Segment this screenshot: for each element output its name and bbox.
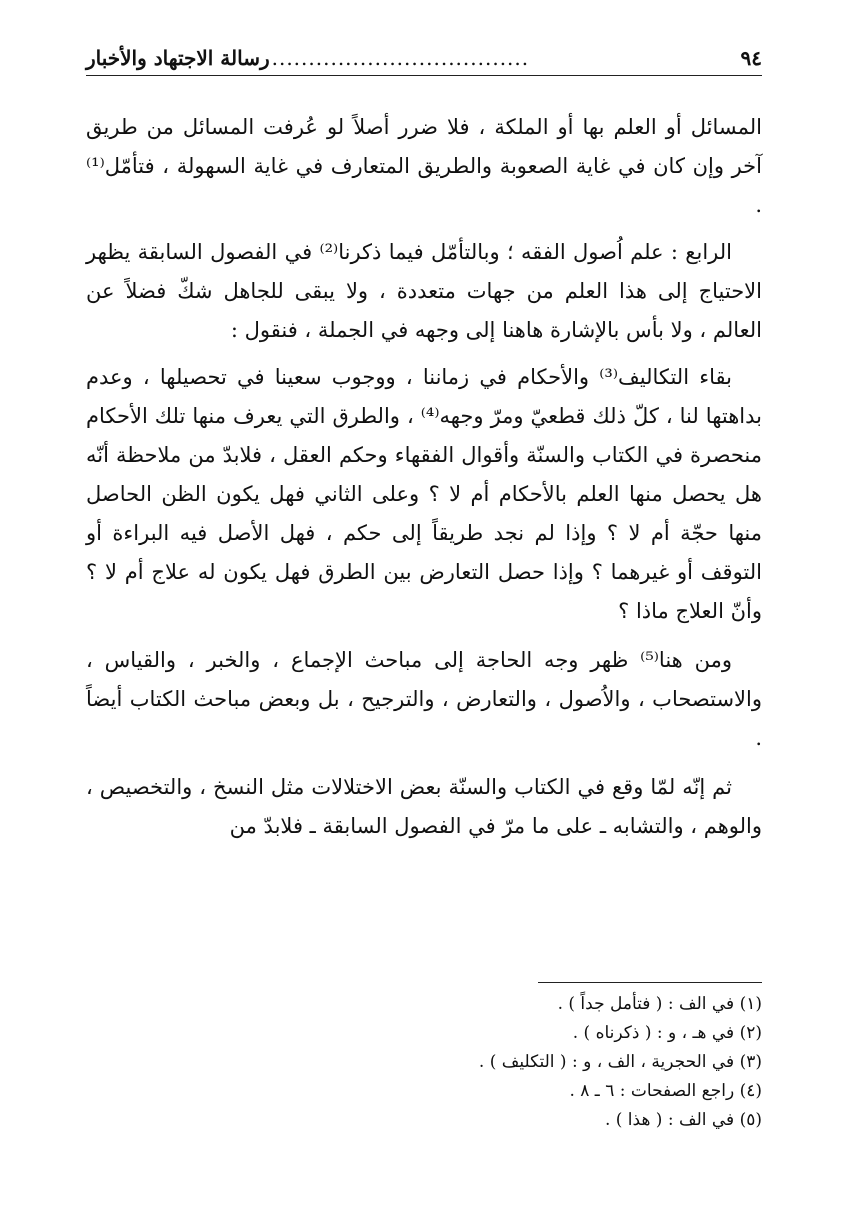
footnote-5: (٥) في الف : ( هذا ) .	[604, 1110, 762, 1130]
paragraph-5: ثم إنّه لمّا وقع في الكتاب والسنّة بعض الاختلالات مثل النسخ ، والتخصيص ، والوهم ، والتشابه ـ على ما مرّ في الفصول السابقة ـ فلابدّ من	[86, 775, 762, 838]
footnote-separator	[538, 982, 762, 983]
footnote-4: (٤) راجع الصفحات : ٦ ـ ٨ .	[569, 1081, 762, 1101]
paragraph-2: الرابع : علم اُصول الفقه ؛ وبالتأمّل فيما ذكرنا⁽²⁾ في الفصول السابقة يظهر الاحتياج إلى هذا العلم من جهات متعددة ، ولا يبقى للجاهل شكّ فضلاً عن العالم ، ولا بأس بالإشارة هاهنا إلى وجهه في الجملة ، فنقول :	[86, 240, 762, 342]
page-number: ٩٤	[740, 46, 762, 70]
paragraph-1: المسائل أو العلم بها أو الملكة ، فلا ضرر أصلاً لو عُرفت المسائل من طريق آخر وإن كان في غاية الصعوبة والطريق المتعارف في غاية السهولة ، فتأمّل⁽¹⁾ .	[86, 115, 762, 217]
footnotes	[86, 990, 762, 1135]
header-leader-dots: ...................................	[271, 46, 530, 70]
main-text	[86, 108, 762, 854]
paragraph-4: ومن هنا⁽⁵⁾ ظهر وجه الحاجة إلى مباحث الإجماع ، والخبر ، والقياس ، والاستصحاب ، والاُصول ، والتعارض ، والترجيح ، بل وبعض مباحث الكتاب أيضاً .	[86, 648, 762, 750]
paragraph-3: بقاء التكاليف⁽³⁾ والأحكام في زماننا ، ووجوب سعينا في تحصيلها ، وعدم بداهتها لنا ، كلّ ذلك قطعيّ ومرّ وجهه⁽⁴⁾ ، والطرق التي يعرف منها تلك الأحكام منحصرة في الكتاب والسنّة وأقوال الفقهاء وحكم العقل ، فلابدّ من ملاحظة أنّه هل يحصل منها العلم بالأحكام أم لا ؟ وعلى الثاني فهل يكون الظن الحاصل منها حجّة أم لا ؟ وإذا لم نجد طريقاً إلى حكم ، فهل الأصل فيه البراءة أو التوقف أو غيرهما ؟ وإذا حصل التعارض بين الطرق فهل يكون له علاج أم لا ؟ وأنّ العلاج ماذا ؟	[86, 365, 763, 623]
footnote-1: (١) في الف : ( فتأمل جداً ) .	[557, 994, 762, 1014]
running-title: رسالة الاجتهاد والأخبار	[86, 46, 270, 70]
footnote-3: (٣) في الحجرية ، الف ، و : ( التكليف ) .	[478, 1052, 762, 1072]
footnote-2: (٢) في هـ ، و : ( ذكرناه ) .	[572, 1023, 762, 1043]
page-header	[86, 42, 762, 76]
